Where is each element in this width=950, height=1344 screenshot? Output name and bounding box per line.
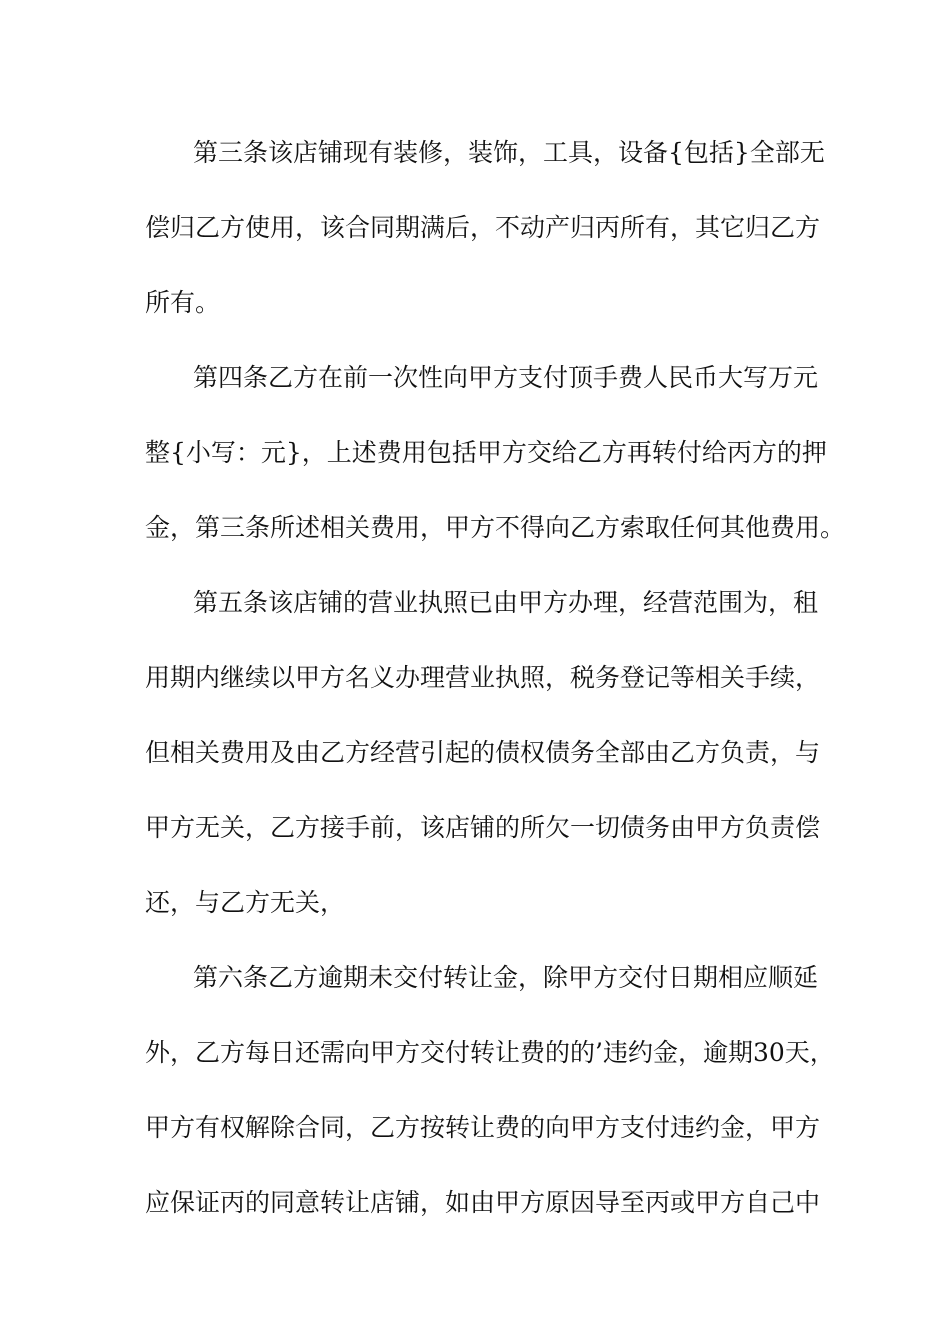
paragraph-article-6-line-4: 应保证丙的同意转让店铺，如由甲方原因导至丙或甲方自己中 bbox=[145, 1188, 821, 1217]
paragraph-article-5-line-3: 但相关费用及由乙方经营引起的债权债务全部由乙方负责，与 bbox=[145, 738, 821, 767]
paragraph-article-6-line-1: 第六条乙方逾期未交付转让金，除甲方交付日期相应顺延 bbox=[193, 963, 819, 992]
paragraph-article-4-line-3: 金，第三条所述相关费用，甲方不得向乙方索取任何其他费用。 bbox=[145, 513, 846, 542]
paragraph-article-3-line-2: 偿归乙方使用，该合同期满后，不动产归丙所有，其它归乙方 bbox=[145, 213, 821, 242]
paragraph-article-6-line-2: 外，乙方每日还需向甲方交付转让费的的’违约金，逾期30天， bbox=[145, 1038, 835, 1067]
paragraph-article-5-line-4: 甲方无关，乙方接手前，该店铺的所欠一切债务由甲方负责偿 bbox=[145, 813, 821, 842]
paragraph-article-3-line-1: 第三条该店铺现有装修，装饰，工具，设备{包括}全部无 bbox=[193, 138, 825, 167]
paragraph-article-3-line-3: 所有。 bbox=[145, 288, 221, 317]
paragraph-article-5-line-1: 第五条该店铺的营业执照已由甲方办理，经营范围为，租 bbox=[193, 588, 819, 617]
paragraph-article-6-line-3: 甲方有权解除合同，乙方按转让费的向甲方支付违约金，甲方 bbox=[145, 1113, 821, 1142]
paragraph-article-5-line-5: 还，与乙方无关， bbox=[145, 888, 346, 917]
paragraph-article-4-line-1: 第四条乙方在前一次性向甲方支付顶手费人民币大写万元 bbox=[193, 363, 819, 392]
paragraph-article-4-line-2: 整{小写：元}，上述费用包括甲方交给乙方再转付给丙方的押 bbox=[145, 438, 827, 467]
paragraph-article-5-line-2: 用期内继续以甲方名义办理营业执照，税务登记等相关手续， bbox=[145, 663, 821, 692]
